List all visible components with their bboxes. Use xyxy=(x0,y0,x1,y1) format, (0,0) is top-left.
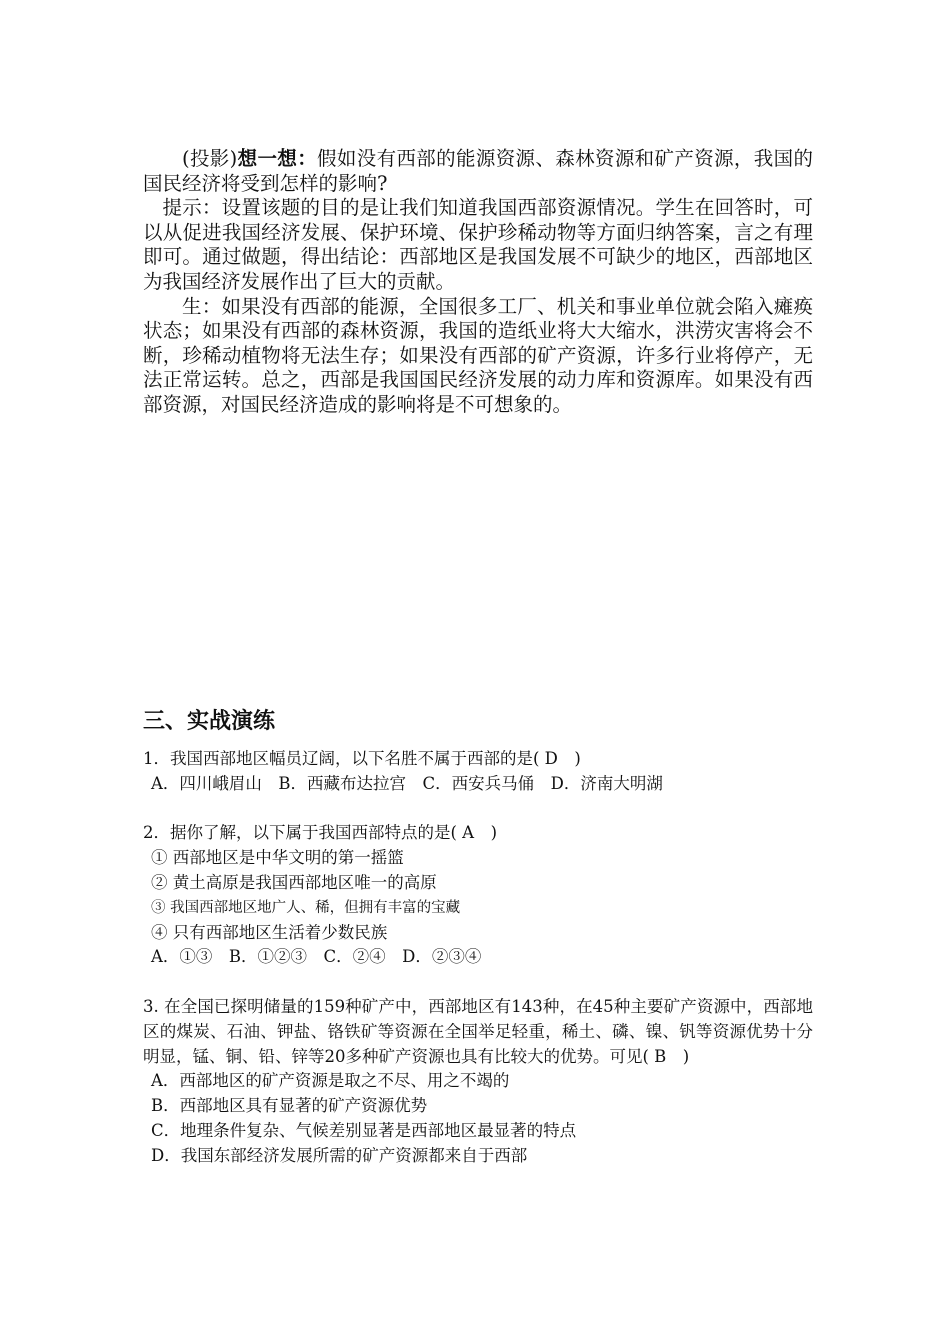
think-question: 假如没有西部的能源资源、森林资源和矿产资源，我国的国民经济将受到怎样的影响? xyxy=(143,147,813,195)
question-3-option-b: B．西部地区具有显著的矿产资源优势 xyxy=(151,1096,428,1116)
question-3-option-d: D．我国东部经济发展所需的矿产资源都来自于西部 xyxy=(151,1145,528,1165)
question-3-option-a: A．西部地区的矿产资源是取之不尽、用之不竭的 xyxy=(151,1071,510,1091)
question-2-stem: 2．据你了解，以下属于我国西部特点的是( A ) xyxy=(143,823,498,843)
think-label: 想一想 xyxy=(237,147,298,170)
question-3-option-c: C．地理条件复杂、气候差别显著是西部地区最显著的特点 xyxy=(151,1120,577,1140)
spacer xyxy=(143,970,813,995)
think-colon: ： xyxy=(297,147,318,170)
question-1-options: A．四川峨眉山 B．西藏布达拉宫 C．西安兵马俑 D．济南大明湖 xyxy=(151,773,663,793)
spacer xyxy=(143,797,813,822)
question-1-stem: 1．我国西部地区幅员辽阔，以下名胜不属于西部的是( D ) xyxy=(143,749,581,768)
question-2-item-3: ③ 我国西部地区地广人、稀，但拥有丰富的宝藏 xyxy=(151,899,461,916)
question-2-item-2: ② 黄土高原是我国西部地区唯一的高原 xyxy=(151,872,437,892)
question-2-item-1: ① 西部地区是中华文明的第一摇篮 xyxy=(151,848,404,868)
think-paragraph xyxy=(143,147,813,196)
question-2-options: A．①③ B．①②③ C．②④ D．②③④ xyxy=(151,947,482,967)
question-2-item-4: ④ 只有西部地区生活着少数民族 xyxy=(151,922,388,942)
intro-section xyxy=(143,147,813,418)
practice-questions xyxy=(143,747,813,1169)
student-answer-paragraph: 生：如果没有西部的能源，全国很多工厂、机关和事业单位就会陷入瘫痪状态；如果没有西部的森林资源，我国的造纸业将大大缩水，洪涝灾害将会不断，珍稀动植物将无法生存；如果没有西部的矿产资源，许多行业将停产，无法正常运转。总之，西部是我国国民经济发展的动力库和资源库。如果没有西部资源，对国民经济造成的影响将是不可想象的。 xyxy=(143,294,813,416)
hint-paragraph: 提示：设置该题的目的是让我们知道我国西部资源情况。学生在回答时，可以从促进我国经济发展、保护环境、保护珍稀动物等方面归纳答案，言之有理即可。通过做题，得出结论：西部地区是我国发展不可缺少的地区，西部地区为我国经济发展作出了巨大的贡献。 xyxy=(143,196,813,293)
projection-prefix: (投影) xyxy=(182,147,238,170)
section-title: 三、实战演练 xyxy=(143,709,276,734)
question-3-stem: 3. 在全国已探明储量的159种矿产中，西部地区有143种，在45种主要矿产资源中，西部地区的煤炭、石油、钾盐、铬铁矿等资源在全国举足轻重，稀土、磷、镍、钒等资源优势十分明显，锰、铜、铅、锌等20多种矿产资源也具有比较大的优势。可见( B ) xyxy=(143,996,813,1066)
